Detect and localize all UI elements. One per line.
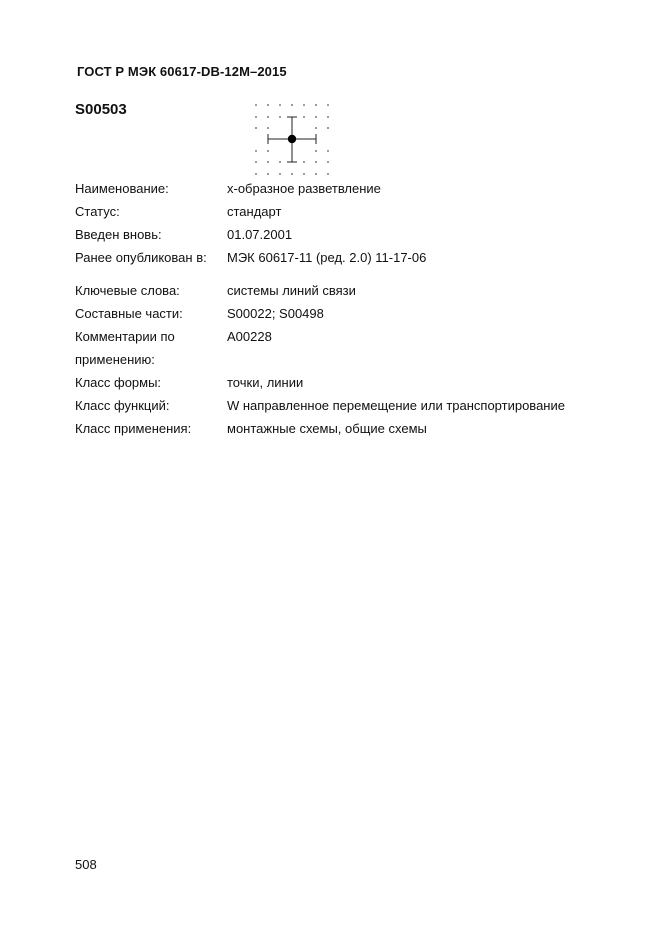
field-value: точки, линии xyxy=(227,375,304,390)
field-label: Ранее опубликован в: xyxy=(75,250,207,265)
symbol-code: S00503 xyxy=(75,101,127,118)
field-label-line2: применению: xyxy=(75,352,155,367)
field-label: Составные части: xyxy=(75,306,183,321)
field-value: х-образное разветвление xyxy=(227,181,381,196)
field-label: Ключевые слова: xyxy=(75,283,180,298)
field-value: 01.07.2001 xyxy=(227,227,293,242)
field-label xyxy=(75,329,225,368)
field-value: S00022; S00498 xyxy=(227,306,324,321)
field-value: МЭК 60617-11 (ред. 2.0) 11-17-06 xyxy=(227,250,427,265)
field-value: W направленное перемещение или транспортирование xyxy=(227,398,565,413)
field-value: монтажные схемы, общие схемы xyxy=(227,421,427,436)
field-label-line1: Комментарии по xyxy=(75,329,175,344)
field-value: A00228 xyxy=(227,329,272,344)
field-value: стандарт xyxy=(227,204,282,219)
field-label: Наименование: xyxy=(75,181,169,196)
field-value: системы линий связи xyxy=(227,283,356,298)
field-label: Класс формы: xyxy=(75,375,162,390)
page-number: 508 xyxy=(75,857,97,872)
field-label: Класс функций: xyxy=(75,398,170,413)
x-junction-symbol-icon xyxy=(252,100,332,178)
field-label: Класс применения: xyxy=(75,421,192,436)
junction-dot xyxy=(288,135,296,143)
document-header: ГОСТ Р МЭК 60617-DB-12M–2015 xyxy=(77,64,287,79)
field-label: Введен вновь: xyxy=(75,227,162,242)
field-label: Статус: xyxy=(75,204,120,219)
